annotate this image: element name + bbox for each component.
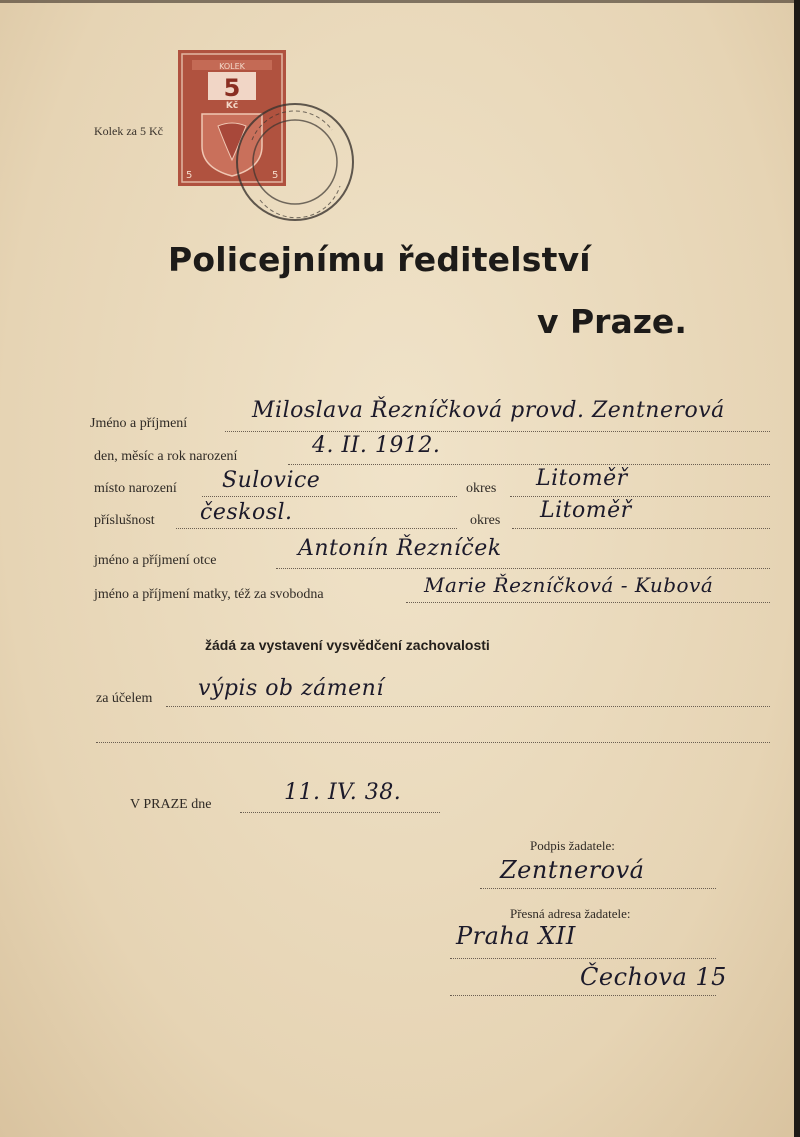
signature-line [480,888,716,889]
district1-line [510,496,770,497]
birth-value: 4. II. 1912. [312,433,441,458]
purpose-value: výpis ob zámení [198,676,384,701]
purpose-label: za účelem [96,691,153,706]
date-value: 11. IV. 38. [284,780,402,805]
nationality-label: příslušnost [94,513,155,528]
svg-text:5: 5 [186,170,193,181]
page-title-line1: Policejnímu ředitelství [168,240,591,279]
district2-value: Litoměř [540,498,632,523]
address-line-2 [450,995,716,996]
nationality-line [176,528,457,529]
date-line [240,812,440,813]
name-label: Jméno a příjmení [90,416,188,431]
stamp-currency: Kč [225,101,239,111]
birthplace-value: Sulovice [222,468,321,493]
father-label: jméno a příjmení otce [94,553,217,568]
postmark-seal-icon [232,100,358,224]
scan-edge-right [794,0,800,1137]
mother-value: Marie Řezníčková - Kubová [424,573,714,597]
date-label: V PRAZE dne [130,797,212,812]
birth-line [288,464,770,465]
request-heading: žádá za vystavení vysvědčení zachovalosti [205,637,490,653]
district1-value: Litoměř [536,466,628,491]
svg-text:5: 5 [272,170,279,181]
stamp-value: 5 [223,74,241,102]
mother-line [406,602,770,603]
nationality-value: českosl. [200,500,293,525]
page-title-line2: v Praze. [537,302,687,341]
father-value: Antonín Řezníček [298,536,502,561]
birthplace-label: místo narození [94,481,177,496]
district1-label: okres [466,481,497,496]
birth-label: den, měsíc a rok narození [94,449,238,464]
father-line [276,568,770,569]
birthplace-line [202,496,457,497]
scan-edge-top [0,0,800,3]
purpose-line-2 [96,742,770,743]
name-value: Miloslava Řezníčková provd. Zentnerová [252,398,725,423]
name-line [225,431,770,432]
signature-value: Zentnerová [500,856,645,884]
district2-label: okres [470,513,501,528]
address-line2-value: Čechova 15 [580,963,727,991]
stamp-label: Kolek za 5 Kč [94,124,163,138]
mother-label: jméno a příjmení matky, též za svobodna [94,587,324,602]
signature-label: Podpis žadatele: [530,838,615,853]
purpose-line [166,706,770,707]
address-label: Přesná adresa žadatele: [510,906,631,921]
address-line1-value: Praha XII [456,922,576,950]
district2-line [512,528,770,529]
stamp-top-text: KOLEK [219,62,245,71]
address-line-1 [450,958,716,959]
